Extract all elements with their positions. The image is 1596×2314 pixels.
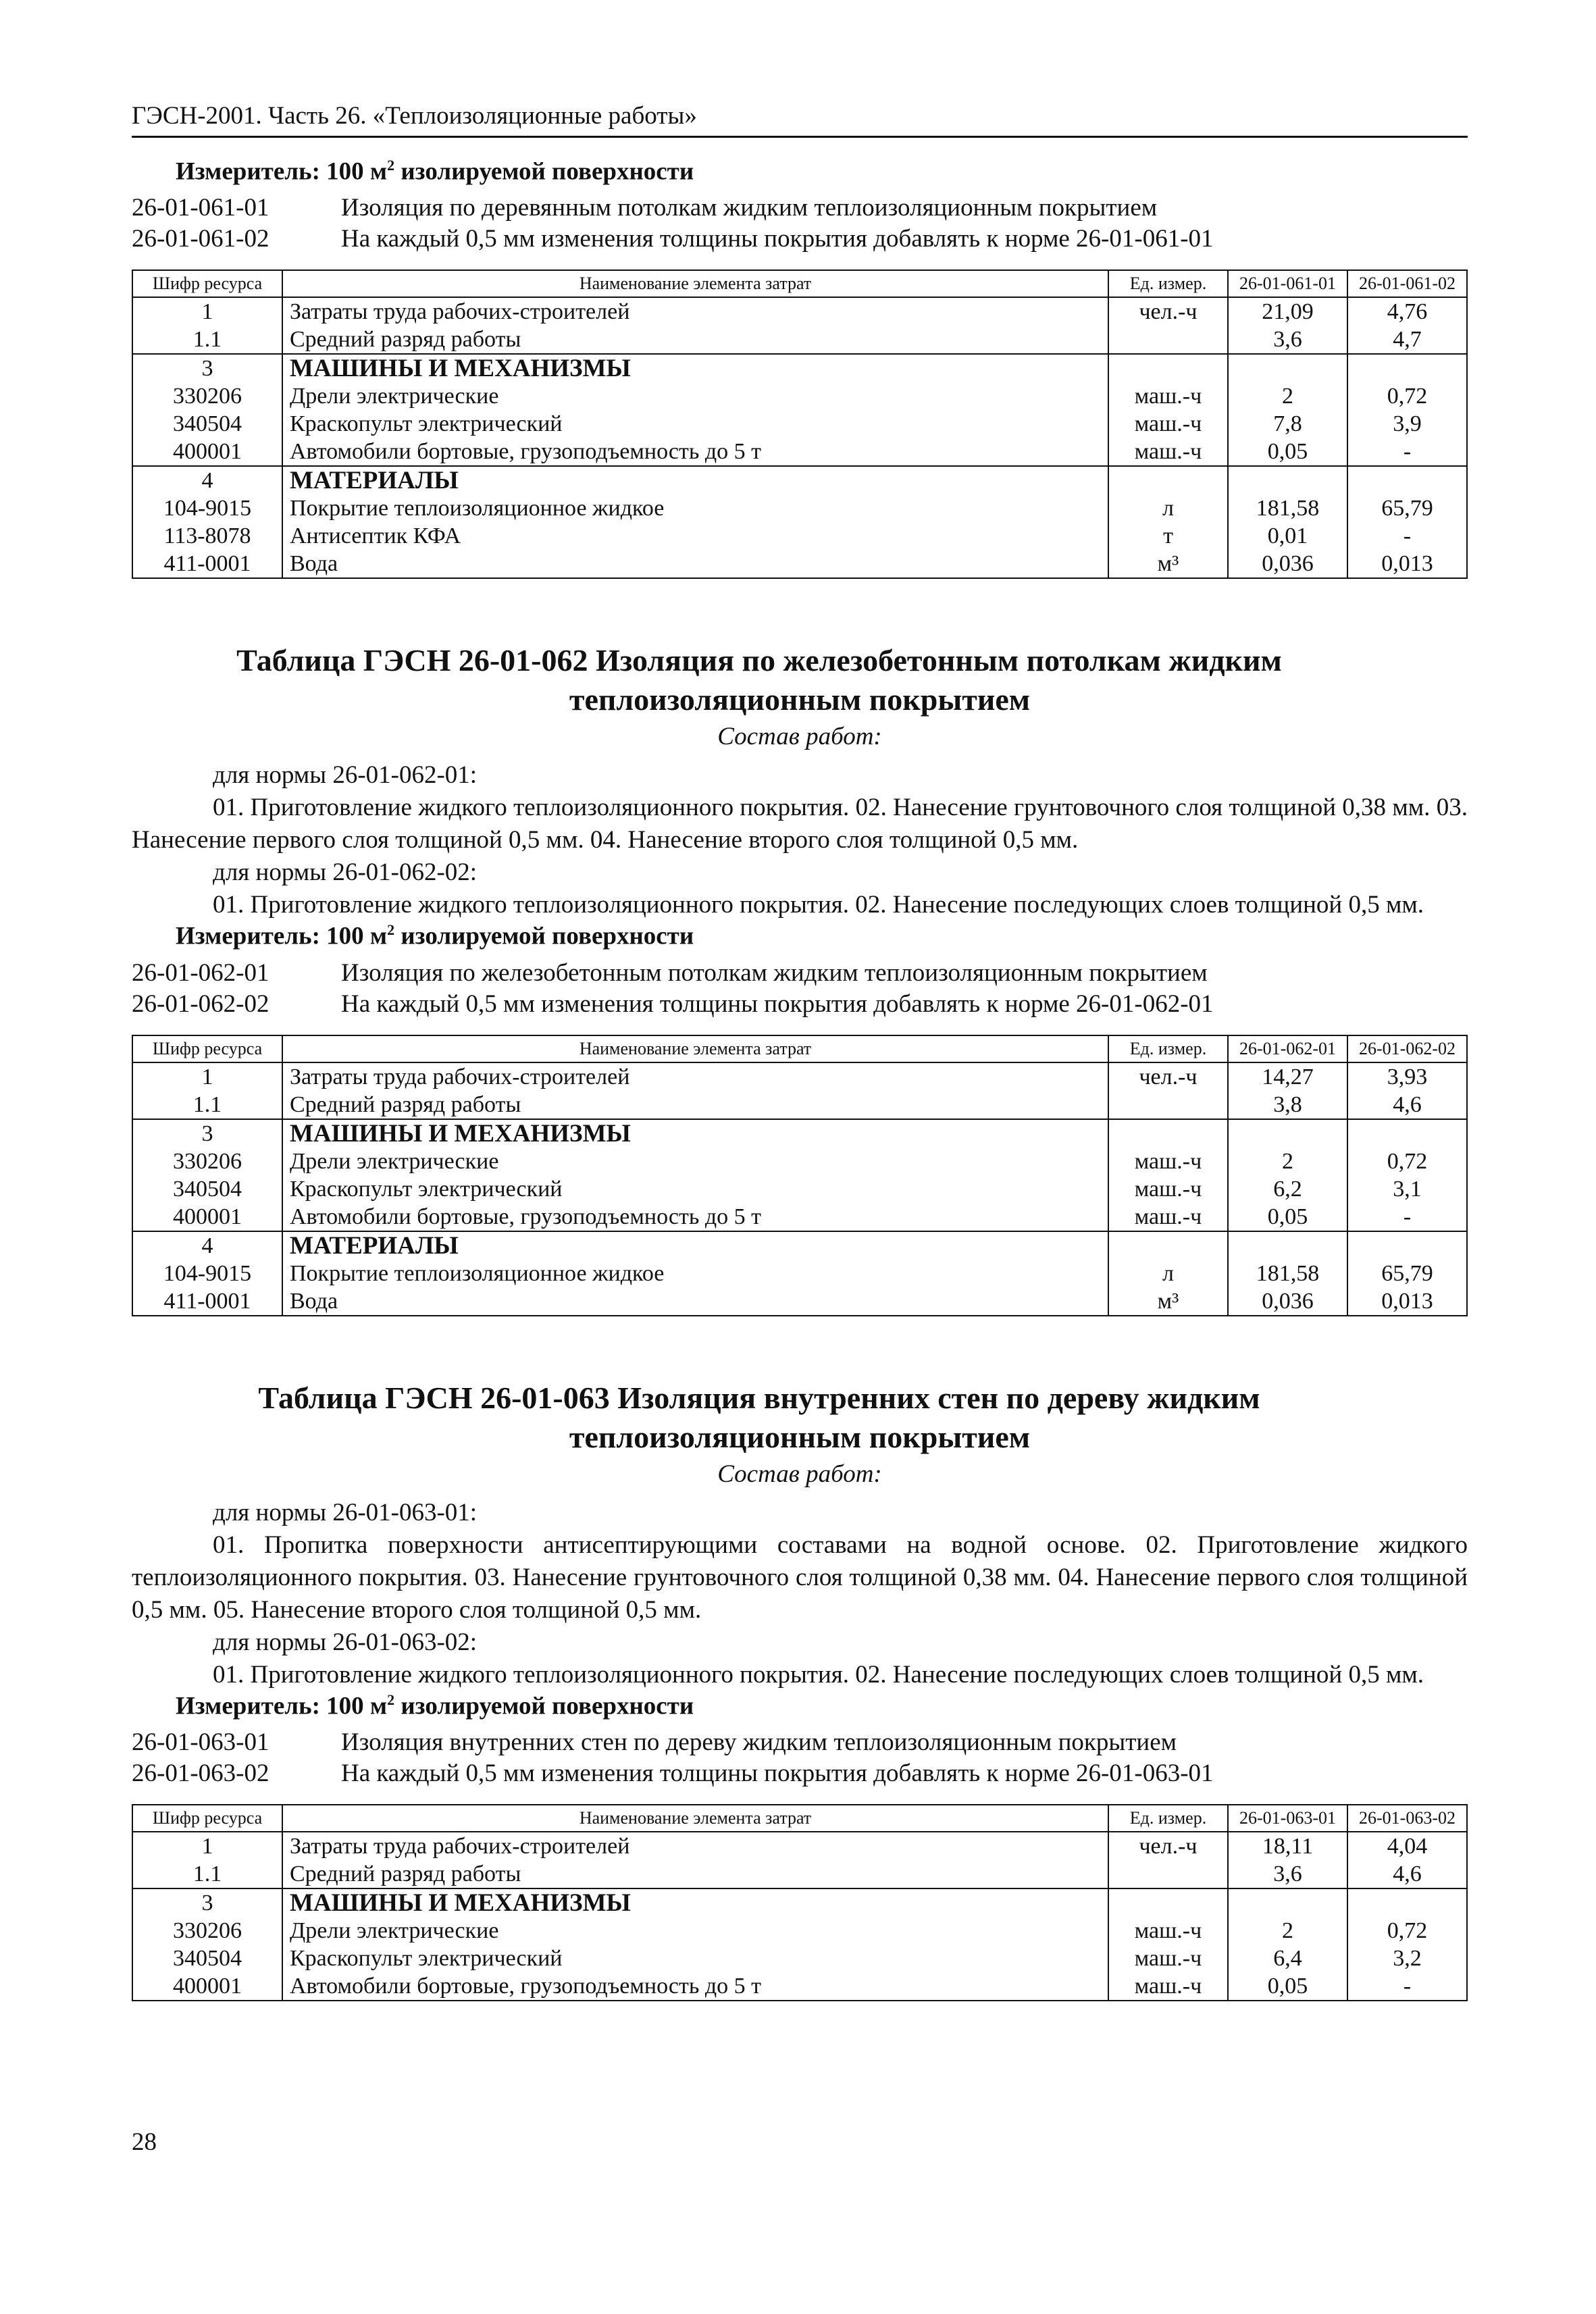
cell-name: Затраты труда рабочих-строителей [282,297,1108,326]
cell-norm-2: 65,79 [1347,494,1467,522]
cell-norm-1: 0,05 [1228,438,1347,466]
cell-code: 4 [132,1231,282,1260]
cell-unit: л [1108,494,1228,522]
cell-norm-1: 181,58 [1228,1260,1347,1287]
cell-norm-1: 6,2 [1228,1175,1347,1203]
header-norm-1: 26-01-062-01 [1228,1035,1347,1062]
table-block-061 [132,157,1468,579]
table-title: Таблица ГЭСН 26-01-062 Изоляция по железобетонным потолкам жидким теплоизоляционным покрытием [236,643,1282,717]
header-norm-1: 26-01-063-01 [1228,1805,1347,1832]
cell-norm-2: 3,1 [1347,1175,1467,1203]
table-row [132,494,1467,522]
cell-name: Автомобили бортовые, грузоподъемность до 5 т [282,1203,1108,1231]
meter-line: Измеритель: 100 $м^2$ изолируемой поверхности [176,157,694,186]
cell-norm-1: 3,8 [1228,1091,1347,1119]
cell-norm-2: 4,04 [1347,1832,1467,1860]
header-code: Шифр ресурса [132,270,282,297]
cell-name: МАШИНЫ И МЕХАНИЗМЫ [282,354,1108,382]
cell-name: Затраты труда рабочих-строителей [282,1832,1108,1860]
table-row [132,1148,1467,1175]
cell-norm-2: 4,76 [1347,297,1467,326]
norm-label: для нормы 26-01-062-02: [213,858,478,887]
header-unit: Ед. измер. [1108,1035,1228,1062]
cell-name: Автомобили бортовые, грузоподъемность до 5 т [282,438,1108,466]
cell-norm-1 [1228,1231,1347,1260]
resource-table [132,1035,1468,1316]
cell-norm-2 [1347,1231,1467,1260]
norm-description: На каждый 0,5 мм изменения толщины покрытия добавлять к норме 26-01-063-01 [341,1759,1214,1787]
cell-norm-1: 7,8 [1228,410,1347,438]
cell-unit: маш.-ч [1108,1203,1228,1231]
cell-unit: маш.-ч [1108,1148,1228,1175]
cell-unit: маш.-ч [1108,1917,1228,1945]
operations-text: 01. Пропитка поверхности антисептирующими составами на водной основе. 02. Приготовление жидкого теплоизоляционного покрытия. 03. Нанесение грунтовочного слоя толщиной 0,38 мм. 04. Нанесение первого слоя толщиной 0,5 мм. 05. Нанесение второго слоя толщиной 0,5 мм. [132,1531,1468,1624]
cell-unit: м³ [1108,1287,1228,1316]
running-head: ГЭСН-2001. Часть 26. «Теплоизоляционные работы» [132,101,1468,138]
table-row [132,438,1467,466]
cell-norm-2 [1347,466,1467,494]
cell-code: 340504 [132,1945,282,1972]
table-row [132,1287,1467,1316]
cell-norm-1: 181,58 [1228,494,1347,522]
cell-name: Дрели электрические [282,1148,1108,1175]
cell-unit: маш.-ч [1108,382,1228,410]
cell-unit [1108,1860,1228,1888]
cell-unit: м³ [1108,550,1228,578]
cell-unit: маш.-ч [1108,410,1228,438]
cell-unit [1108,466,1228,494]
cell-code: 400001 [132,438,282,466]
table-row [132,1119,1467,1148]
norm-code: 26-01-063-01 [132,1728,269,1756]
norm-description: Изоляция внутренних стен по дереву жидким теплоизоляционным покрытием [341,1728,1177,1756]
norm-code: 26-01-062-02 [132,989,269,1018]
cell-code: 400001 [132,1972,282,2001]
cell-norm-2 [1347,354,1467,382]
cell-norm-1 [1228,1888,1347,1917]
table-title: Таблица ГЭСН 26-01-063 Изоляция внутренних стен по дереву жидким теплоизоляционным покрытием [258,1380,1260,1454]
table-row [132,354,1467,382]
norm-code: 26-01-061-01 [132,194,269,222]
header-unit: Ед. измер. [1108,270,1228,297]
cell-unit: чел.-ч [1108,1062,1228,1091]
table-row [132,1972,1467,2001]
cell-name: Антисептик КФА [282,522,1108,550]
cell-name: Дрели электрические [282,1917,1108,1945]
cell-name: Средний разряд работы [282,1860,1108,1888]
table-row [132,1945,1467,1972]
table-row [132,1231,1467,1260]
cell-unit: л [1108,1260,1228,1287]
page-number: 28 [132,2128,157,2156]
table-row [132,1091,1467,1119]
norm-label: для нормы 26-01-062-01: [213,761,478,790]
cell-name: Покрытие теплоизоляционное жидкое [282,1260,1108,1287]
cell-code: 3 [132,1888,282,1917]
header-unit: Ед. измер. [1108,1805,1228,1832]
norm-line [132,192,1468,224]
cell-unit: маш.-ч [1108,1972,1228,2001]
cell-code: 330206 [132,382,282,410]
norm-description: На каждый 0,5 мм изменения толщины покрытия добавлять к норме 26-01-062-01 [341,989,1214,1018]
table-block-062 [132,641,1468,1316]
table-row [132,1175,1467,1203]
table-row [132,382,1467,410]
cell-code: 330206 [132,1148,282,1175]
cell-norm-1: 3,6 [1228,326,1347,354]
norm-line [132,1727,1468,1758]
norm-code: 26-01-062-01 [132,958,269,987]
table-row [132,1062,1467,1091]
table-row [132,326,1467,354]
table-row [132,550,1467,578]
cell-code: 3 [132,1119,282,1148]
cell-norm-1: 3,6 [1228,1860,1347,1888]
cell-norm-2: 4,7 [1347,326,1467,354]
table-row [132,1888,1467,1917]
cell-norm-1: 0,01 [1228,522,1347,550]
cell-name: Средний разряд работы [282,326,1108,354]
cell-code: 411-0001 [132,550,282,578]
table-row [132,297,1467,326]
cell-norm-2: - [1347,522,1467,550]
cell-name: Средний разряд работы [282,1091,1108,1119]
cell-norm-1: 0,05 [1228,1972,1347,2001]
header-name: Наименование элемента затрат [282,270,1108,297]
cell-unit [1108,1888,1228,1917]
norm-label: для нормы 26-01-063-02: [213,1628,478,1656]
table-row [132,1860,1467,1888]
cell-norm-1: 18,11 [1228,1832,1347,1860]
cell-code: 400001 [132,1203,282,1231]
cell-norm-1 [1228,1119,1347,1148]
cell-norm-2: - [1347,1203,1467,1231]
cell-norm-1: 2 [1228,1917,1347,1945]
cell-name: МАШИНЫ И МЕХАНИЗМЫ [282,1119,1108,1148]
cell-norm-1: 0,036 [1228,1287,1347,1316]
cell-unit [1108,1231,1228,1260]
header-norm-2: 26-01-063-02 [1347,1805,1467,1832]
cell-unit: маш.-ч [1108,1175,1228,1203]
cell-norm-2: 3,2 [1347,1945,1467,1972]
cell-name: Затраты труда рабочих-строителей [282,1062,1108,1091]
header-name: Наименование элемента затрат [282,1805,1108,1832]
cell-norm-2 [1347,1119,1467,1148]
cell-norm-2: 65,79 [1347,1260,1467,1287]
table-row [132,1203,1467,1231]
cell-norm-1: 0,036 [1228,550,1347,578]
norm-code: 26-01-063-02 [132,1759,269,1787]
cell-code: 1.1 [132,1091,282,1119]
composition-label: Состав работ: [717,1460,882,1488]
composition-label: Состав работ: [717,723,882,751]
cell-unit [1108,326,1228,354]
cell-norm-1: 14,27 [1228,1062,1347,1091]
cell-name: Краскопульт электрический [282,1945,1108,1972]
cell-name: Краскопульт электрический [282,1175,1108,1203]
cell-name: Вода [282,1287,1108,1316]
norm-line [132,1758,1468,1789]
cell-name: Краскопульт электрический [282,410,1108,438]
header-norm-1: 26-01-061-01 [1228,270,1347,297]
cell-code: 104-9015 [132,1260,282,1287]
cell-unit: чел.-ч [1108,1832,1228,1860]
cell-norm-2: 4,6 [1347,1860,1467,1888]
cell-norm-2: 0,72 [1347,382,1467,410]
resource-table [132,1804,1468,2001]
cell-unit: чел.-ч [1108,297,1228,326]
header-code: Шифр ресурса [132,1035,282,1062]
norm-line [132,224,1468,255]
norm-label: для нормы 26-01-063-01: [213,1498,478,1526]
cell-norm-1: 0,05 [1228,1203,1347,1231]
cell-norm-2: 0,72 [1347,1148,1467,1175]
norm-description: На каждый 0,5 мм изменения толщины покрытия добавлять к норме 26-01-061-01 [341,225,1214,253]
cell-norm-2: 3,93 [1347,1062,1467,1091]
cell-norm-1: 2 [1228,382,1347,410]
cell-unit: т [1108,522,1228,550]
cell-norm-1: 6,4 [1228,1945,1347,1972]
cell-unit [1108,1119,1228,1148]
cell-code: 1 [132,1832,282,1860]
table-row [132,1832,1467,1860]
operations-text: 01. Приготовление жидкого теплоизоляционного покрытия. 02. Нанесение последующих слоев толщиной 0,5 мм. [213,891,1424,919]
cell-norm-2 [1347,1888,1467,1917]
cell-code: 330206 [132,1917,282,1945]
operations-text: 01. Приготовление жидкого теплоизоляционного покрытия. 02. Нанесение последующих слоев толщиной 0,5 мм. [213,1660,1424,1689]
meter-line: Измеритель: 100 $м^2$ изолируемой поверхности [176,921,694,950]
cell-name: МАТЕРИАЛЫ [282,1231,1108,1260]
cell-name: МАТЕРИАЛЫ [282,466,1108,494]
norm-description: Изоляция по деревянным потолкам жидким теплоизоляционным покрытием [341,194,1158,222]
cell-norm-1: 21,09 [1228,297,1347,326]
norm-description: Изоляция по железобетонным потолкам жидким теплоизоляционным покрытием [341,958,1208,987]
cell-code: 1 [132,297,282,326]
cell-code: 1.1 [132,1860,282,1888]
cell-norm-2: - [1347,1972,1467,2001]
cell-code: 340504 [132,410,282,438]
cell-code: 113-8078 [132,522,282,550]
table-row [132,466,1467,494]
cell-unit [1108,354,1228,382]
cell-norm-2: 0,013 [1347,550,1467,578]
cell-unit [1108,1091,1228,1119]
norm-code: 26-01-061-02 [132,225,269,253]
meter-line: Измеритель: 100 $м^2$ изолируемой поверхности [176,1691,694,1720]
cell-name: Вода [282,550,1108,578]
cell-unit: маш.-ч [1108,1945,1228,1972]
cell-norm-1 [1228,354,1347,382]
norm-line [132,989,1468,1020]
cell-norm-2: 0,013 [1347,1287,1467,1316]
header-code: Шифр ресурса [132,1805,282,1832]
table-block-063 [132,1379,1468,2001]
cell-name: Автомобили бортовые, грузоподъемность до 5 т [282,1972,1108,2001]
cell-norm-2: 0,72 [1347,1917,1467,1945]
cell-code: 4 [132,466,282,494]
cell-name: Дрели электрические [282,382,1108,410]
resource-table [132,269,1468,579]
header-norm-2: 26-01-062-02 [1347,1035,1467,1062]
cell-name: Покрытие теплоизоляционное жидкое [282,494,1108,522]
cell-code: 3 [132,354,282,382]
cell-norm-2: - [1347,438,1467,466]
cell-name: МАШИНЫ И МЕХАНИЗМЫ [282,1888,1108,1917]
norm-line [132,958,1468,989]
cell-unit: маш.-ч [1108,438,1228,466]
table-row [132,522,1467,550]
cell-code: 340504 [132,1175,282,1203]
operations-text: 01. Приготовление жидкого теплоизоляционного покрытия. 02. Нанесение грунтовочного слоя толщиной 0,38 мм. 03. Нанесение первого слоя толщиной 0,5 мм. 04. Нанесение второго слоя толщиной 0,5 мм. [132,794,1468,854]
cell-norm-1 [1228,466,1347,494]
cell-code: 1.1 [132,326,282,354]
header-norm-2: 26-01-061-02 [1347,270,1467,297]
table-row [132,1917,1467,1945]
header-name: Наименование элемента затрат [282,1035,1108,1062]
table-row [132,1260,1467,1287]
cell-code: 104-9015 [132,494,282,522]
cell-norm-2: 3,9 [1347,410,1467,438]
cell-code: 411-0001 [132,1287,282,1316]
cell-norm-2: 4,6 [1347,1091,1467,1119]
table-row [132,410,1467,438]
cell-code: 1 [132,1062,282,1091]
cell-norm-1: 2 [1228,1148,1347,1175]
